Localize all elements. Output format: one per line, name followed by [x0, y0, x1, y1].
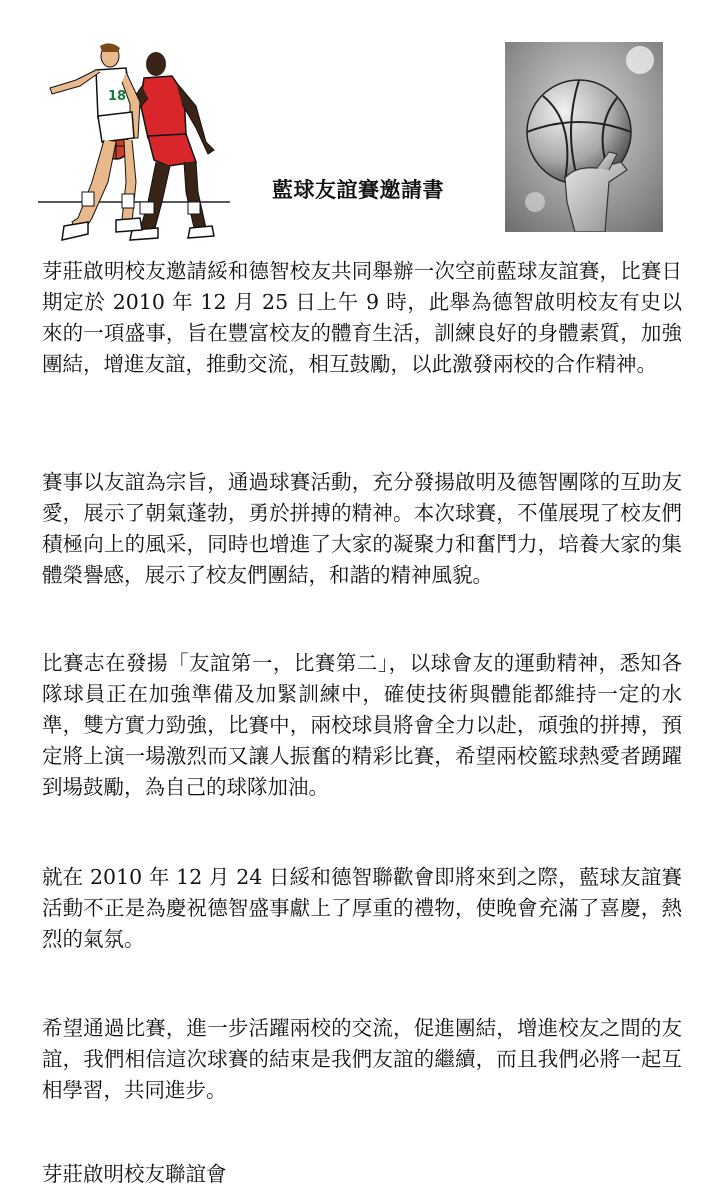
basketball-photo	[505, 42, 663, 232]
paragraph-spirit: 比賽志在發揚「友誼第一，比賽第二」，以球會友的運動精神，悉知各隊球員正在加強準備及加緊訓練中，確使技術與體能都維持一定的水準，雙方實力勁強，比賽中，兩校球員將會全力以赴，頑強的拼搏，預定將上演一場激烈而又讓人振奮的精彩比賽，希望兩校籃球熱愛者踴躍到場鼓勵，為自己的球隊加油。	[42, 651, 682, 799]
white-player-figure	[50, 43, 142, 240]
paragraph-closing: 希望通過比賽，進一步活躍兩校的交流，促進團結，增進校友之間的友誼，我們相信這次球賽的結束是我們友誼的繼續，而且我們必將一起互相學習，共同進步。	[42, 1016, 682, 1102]
basketball-players-illustration	[36, 42, 232, 248]
jersey-number: 18	[108, 89, 127, 104]
paragraph-purpose: 賽事以友誼為宗旨，通過球賽活動，充分發揚啟明及德智團隊的互助友愛，展示了朝氣蓬勃，勇於拼搏的精神。本次球賽，不僅展現了校友們積極向上的風采，同時也增進了大家的凝聚力和奮鬥力，培養大家的集體榮譽感，展示了校友們團結，和諧的精神風貌。	[42, 470, 682, 587]
signature: 芽莊啟明校友聯誼會	[42, 1162, 227, 1186]
paragraph-celebration: 就在 2010 年 12 月 24 日綏和德智聯歡會即將來到之際，藍球友誼賽活動不正是為慶祝德智盛事獻上了厚重的禮物，使晚會充滿了喜慶，熱烈的氣氛。	[42, 865, 682, 951]
hand-holding-basketball-icon	[505, 42, 663, 232]
paragraph-invitation: 芽莊啟明校友邀請綏和德智校友共同舉辦一次空前藍球友誼賽，比賽日期定於 2010 年 12 月 25 日上午 9 時，此舉為德智啟明校友有史以來的一項盛事，旨在豐富校友的體育生活，訓練良好的身體素質，加強團結，增進友誼，推動交流，相互鼓勵，以此激發兩校的合作精神。	[42, 259, 682, 376]
page-title: 藍球友誼賽邀請書	[272, 177, 444, 202]
basketball-players-icon	[36, 42, 232, 248]
